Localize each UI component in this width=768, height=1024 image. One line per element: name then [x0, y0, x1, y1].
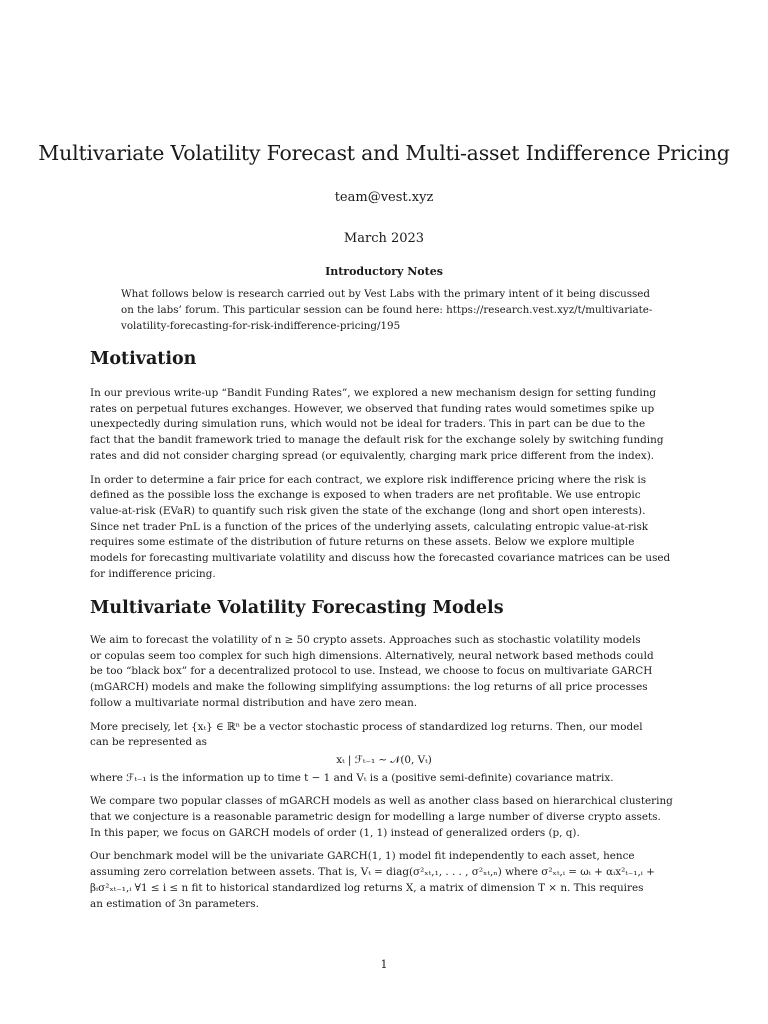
text-line: for indifference pricing. — [90, 567, 216, 580]
text-line: rates and did not consider charging spread (or equivalently, charging mark price different from the index). — [90, 449, 655, 462]
text-line: defined as the possible loss the exchange is exposed to when traders are net profitable. We use entropic — [90, 489, 641, 502]
abstract-line: What follows below is research carried out by Vest Labs with the primary intent of it being discussed — [121, 288, 650, 300]
section-heading-motivation: Motivation — [90, 349, 197, 369]
text-line: can be represented as — [90, 736, 207, 749]
motivation-body — [90, 386, 678, 590]
text-line: rates on perpetual futures exchanges. However, we observed that funding rates would sometimes spike up — [90, 402, 655, 415]
text-line: value-at-risk (EVaR) to quantify such risk given the state of the exchange (long and short open interests). — [90, 504, 646, 517]
page-number: 1 — [380, 958, 388, 971]
text-line: fact that the bandit framework tried to manage the default risk for the exchange solely by switching funding — [90, 434, 664, 447]
abstract-heading: Introductory Notes — [325, 265, 443, 278]
text-line: follow a multivariate normal distribution and have zero mean. — [90, 696, 418, 709]
paragraph — [90, 720, 678, 751]
paragraph — [90, 473, 678, 583]
paragraph — [90, 794, 678, 841]
abstract-line: volatility-forecasting-for-risk-indifference-pricing/195 — [121, 320, 401, 332]
text-line: We aim to forecast the volatility of n ≥ 50 crypto assets. Approaches such as stochastic volatility models — [90, 634, 641, 646]
text-line: models for forecasting multivariate volatility and discuss how the forecasted covariance matrices can be used — [90, 552, 671, 565]
text-line: (mGARCH) models and make the following simplifying assumptions: the log returns of all price processes — [90, 681, 648, 694]
paragraph — [90, 386, 678, 465]
section-heading-models: Multivariate Volatility Forecasting Models — [90, 598, 504, 618]
text-line: an estimation of 3n parameters. — [90, 897, 259, 910]
text-line: requires some estimate of the distribution of future returns on these assets. Below we explore multiple — [90, 536, 635, 549]
text-line: In order to determine a fair price for each contract, we explore risk indifference pricing where the risk is — [90, 473, 647, 486]
author-email: team@vest.xyz — [334, 190, 434, 205]
abstract-line: on the labs’ forum. This particular session can be found here: https://research.vest.xyz/t/multivariate- — [121, 304, 653, 316]
text-line: where ℱₜ₋₁ is the information up to time t − 1 and Vₜ is a (positive semi-definite) covariance matrix. — [90, 771, 614, 784]
text-line: be too “black box” for a decentralized protocol to use. Instead, we choose to focus on multivariate GARCH — [90, 665, 653, 678]
text-line: or copulas seem too complex for such high dimensions. Alternatively, neural network based methods could — [90, 649, 654, 662]
text-line: Since net trader PnL is a function of the prices of the underlying assets, calculating entropic value-at-risk — [90, 520, 649, 533]
model-equation: xₜ | ℱₜ₋₁ ∼ 𝒩(0, Vₜ) — [336, 753, 432, 766]
text-line: We compare two popular classes of mGARCH models as well as another class based on hierarchical clustering — [90, 795, 673, 808]
text-line: In our previous write-up “Bandit Funding Rates”, we explored a new mechanism design for setting funding — [90, 387, 657, 399]
text-line: More precisely, let {xₜ} ∈ ℝⁿ be a vector stochastic process of standardized log returns. Then, our model — [90, 720, 643, 733]
text-line: that we conjecture is a reasonable parametric design for modelling a large number of diverse crypto assets. — [90, 811, 661, 824]
paragraph — [90, 771, 678, 787]
paper-date: March 2023 — [343, 231, 425, 246]
text-line: unexpectedly during simulation runs, which would not be ideal for traders. This in part can be due to the — [90, 418, 646, 431]
models-body — [90, 633, 678, 920]
text-line: Our benchmark model will be the univariate GARCH(1, 1) model fit independently to each asset, hence — [90, 850, 635, 863]
text-line: In this paper, we focus on GARCH models of order (1, 1) instead of generalized orders (p, q). — [90, 826, 580, 839]
text-line: assuming zero correlation between assets. That is, Vₜ = diag(σ²ₓₜ,₁, . . . , σ²ₓₜ,ₙ) where σ²ₓₜ,ᵢ = ωᵢ + αᵢx²ₜ₋₁,ᵢ + — [90, 866, 655, 879]
paragraph — [90, 633, 678, 712]
paragraph — [90, 849, 678, 912]
abstract-body — [121, 286, 653, 334]
paper-title: Multivariate Volatility Forecast and Multi-asset Indifference Pricing — [38, 141, 730, 165]
text-line: βᵢσ²ₓₜ₋₁,ᵢ ∀1 ≤ i ≤ n fit to historical standardized log returns X, a matrix of dimension T × n. This requires — [90, 881, 644, 894]
